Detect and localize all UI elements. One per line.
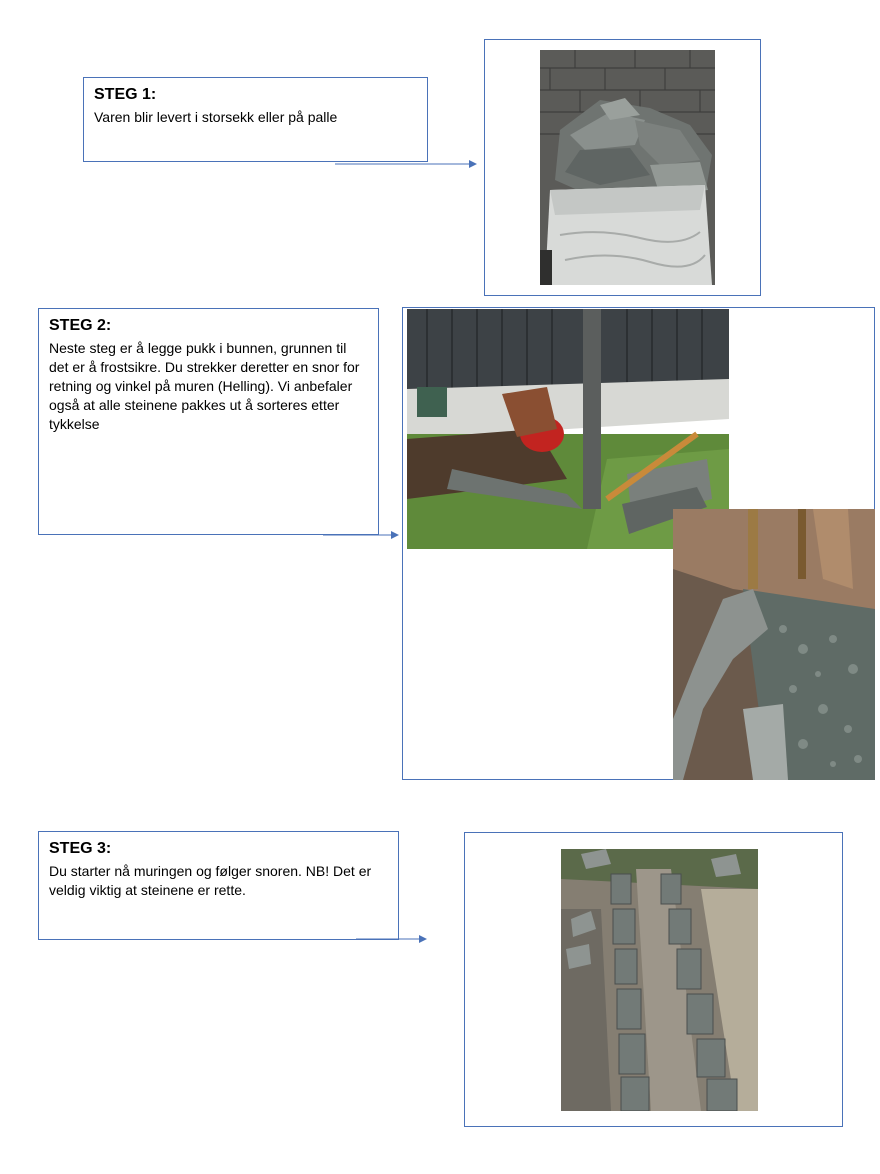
step-1-arrow-icon bbox=[335, 157, 480, 171]
bulk-bag-photo bbox=[540, 50, 715, 285]
step-2-image-frame bbox=[402, 307, 875, 780]
step-1-textbox bbox=[83, 77, 428, 162]
step-2-text: Neste steg er å legge pukk i bunnen, grunnen til det er å frostsikre. Du strekker deretter en snor for retning og vinkel på muren (Helling). Vi anbefaler også at alle steinene pakkes ut å sorteres etter tykkelse bbox=[49, 340, 360, 432]
step-1-title: STEG 1: bbox=[94, 86, 157, 103]
step-2-textbox bbox=[38, 308, 379, 535]
step-1-text: Varen blir levert i storsekk eller på palle bbox=[94, 109, 338, 125]
step-2-title: STEG 2: bbox=[49, 317, 112, 334]
step-1-image-frame bbox=[484, 39, 761, 296]
step-3-arrow-icon bbox=[356, 932, 431, 946]
step-2-arrow-icon bbox=[323, 528, 403, 542]
step-3-image-frame bbox=[464, 832, 843, 1127]
step-3-text: Du starter nå muringen og følger snoren. NB! Det er veldig viktig at steinene er rette. bbox=[49, 863, 372, 898]
step-3-title: STEG 3: bbox=[49, 840, 112, 857]
gravel-trench-photo bbox=[673, 509, 875, 780]
stone-wall-photo bbox=[561, 849, 758, 1111]
step-3-textbox bbox=[38, 831, 399, 940]
